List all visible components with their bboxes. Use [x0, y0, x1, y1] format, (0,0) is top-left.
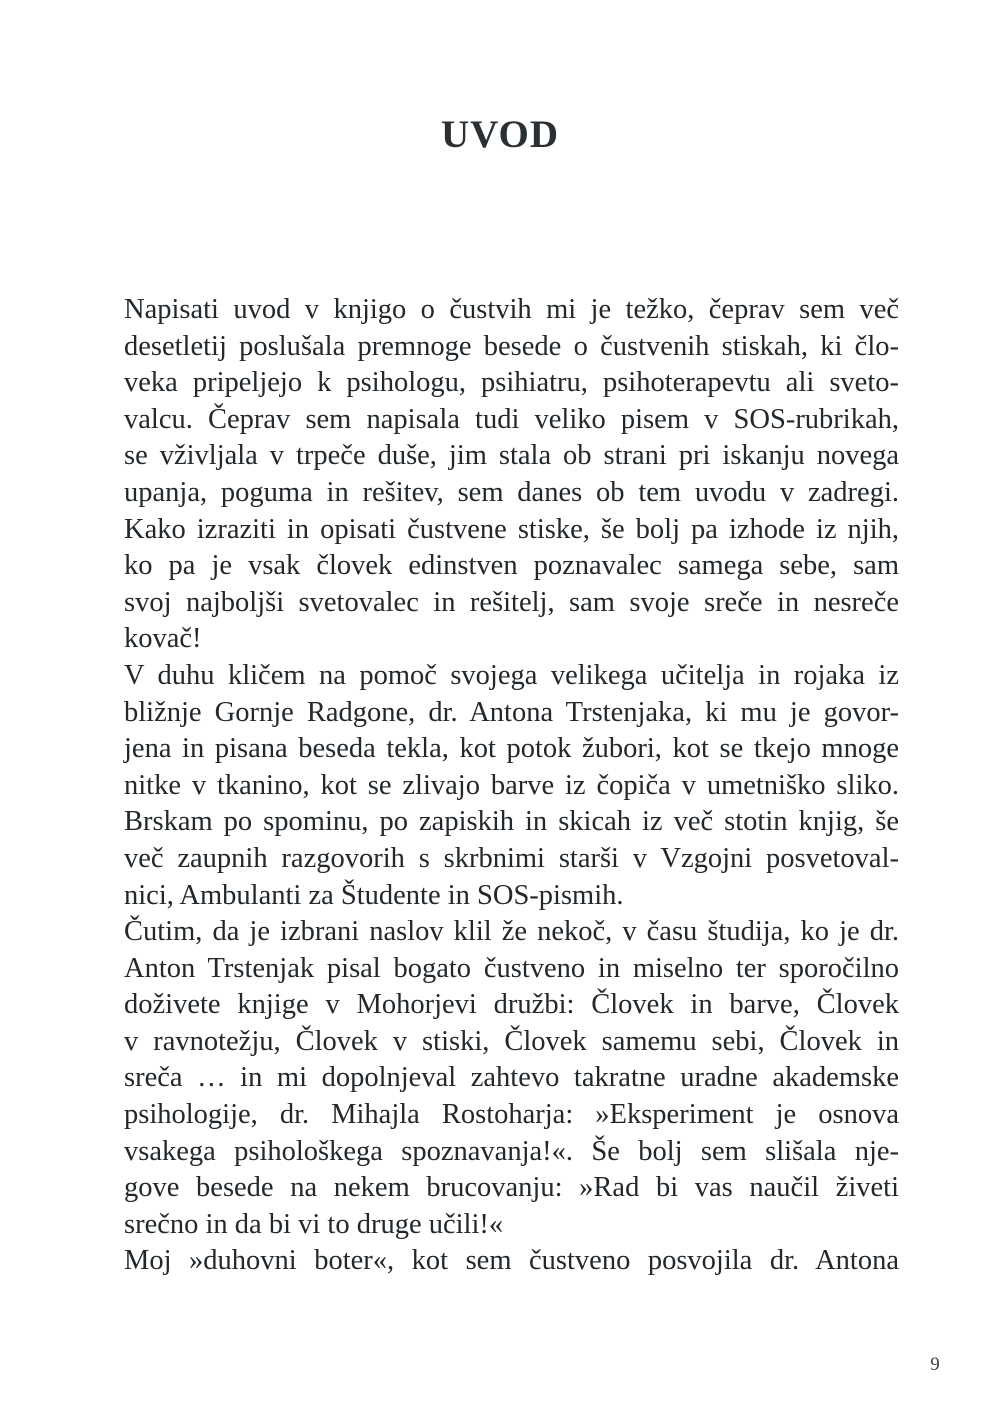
text-line: V duhu kličem na pomoč svojega velikega učitelja in rojaka iz	[124, 659, 899, 691]
text-line: srečno in da bi vi to druge učili!«	[124, 1208, 504, 1240]
text-line: kovač!	[124, 623, 202, 655]
text-line: v ravnotežju, Človek v stiski, Človek samemu sebi, Človek in	[124, 1025, 899, 1057]
text-line: gove besede na nekem brucovanju: »Rad bi vas naučil živeti	[124, 1172, 899, 1204]
text-line: Napisati uvod v knjigo o čustvih mi je težko, čeprav sem več	[124, 294, 899, 325]
text-line: vsakega psihološkega spoznavanja!«. Še bolj sem slišala nje-	[124, 1135, 899, 1167]
text-line: veka pripeljejo k psihologu, psihiatru, psihoterapevtu ali sveto-	[124, 367, 899, 399]
text-line: bližnje Gornje Radgone, dr. Antona Trstenjaka, ki mu je govor-	[124, 696, 899, 728]
text-line: jena in pisana beseda tekla, kot potok žubori, kot se tkejo mnoge	[124, 733, 899, 765]
page-number: 9	[930, 1354, 940, 1375]
body-text	[124, 292, 899, 1280]
text-line: svoj najboljši svetovalec in rešitelj, sam svoje sreče in nesreče	[124, 586, 899, 618]
text-line: sreča … in mi dopolnjeval zahtevo takratne uradne akademske	[124, 1062, 899, 1094]
text-line: valcu. Čeprav sem napisala tudi veliko pisem v SOS-rubrikah,	[124, 403, 899, 435]
text-line: desetletij poslušala premnoge besede o čustvenih stiskah, ki člo-	[124, 330, 899, 362]
text-line: ko pa je vsak človek edinstven poznavalec samega sebe, sam	[124, 550, 899, 582]
text-line: doživete knjige v Mohorjevi družbi: Človek in barve, Človek	[124, 989, 899, 1021]
text-line: Čutim, da je izbrani naslov klil že nekoč, v času študija, ko je dr.	[124, 916, 899, 948]
text-line: Kako izraziti in opisati čustvene stiske, še bolj pa izhode iz njih,	[124, 513, 899, 545]
text-line: se vživljala v trpeče duše, jim stala ob strani pri iskanju novega	[124, 440, 899, 472]
text-line: nitke v tkanino, kot se zlivajo barve iz čopiča v umetniško sliko.	[124, 769, 899, 801]
text-line: Moj »duhovni boter«, kot sem čustveno posvojila dr. Antona	[124, 1245, 899, 1277]
text-line: Brskam po spominu, po zapiskih in skicah iz več stotin knjig, še	[124, 806, 899, 838]
text-line: nici, Ambulanti za Študente in SOS-pismih.	[124, 879, 624, 911]
text-line: upanja, poguma in rešitev, sem danes ob tem uvodu v zadregi.	[124, 476, 899, 508]
text-line: več zaupnih razgovorih s skrbnimi starši v Vzgojni posvetoval-	[124, 842, 899, 874]
text-line: psihologije, dr. Mihajla Rostoharja: »Eksperiment je osnova	[124, 1099, 899, 1131]
text-line: Anton Trstenjak pisal bogato čustveno in miselno ter sporočilno	[124, 952, 899, 984]
page-title: UVOD	[440, 113, 560, 156]
